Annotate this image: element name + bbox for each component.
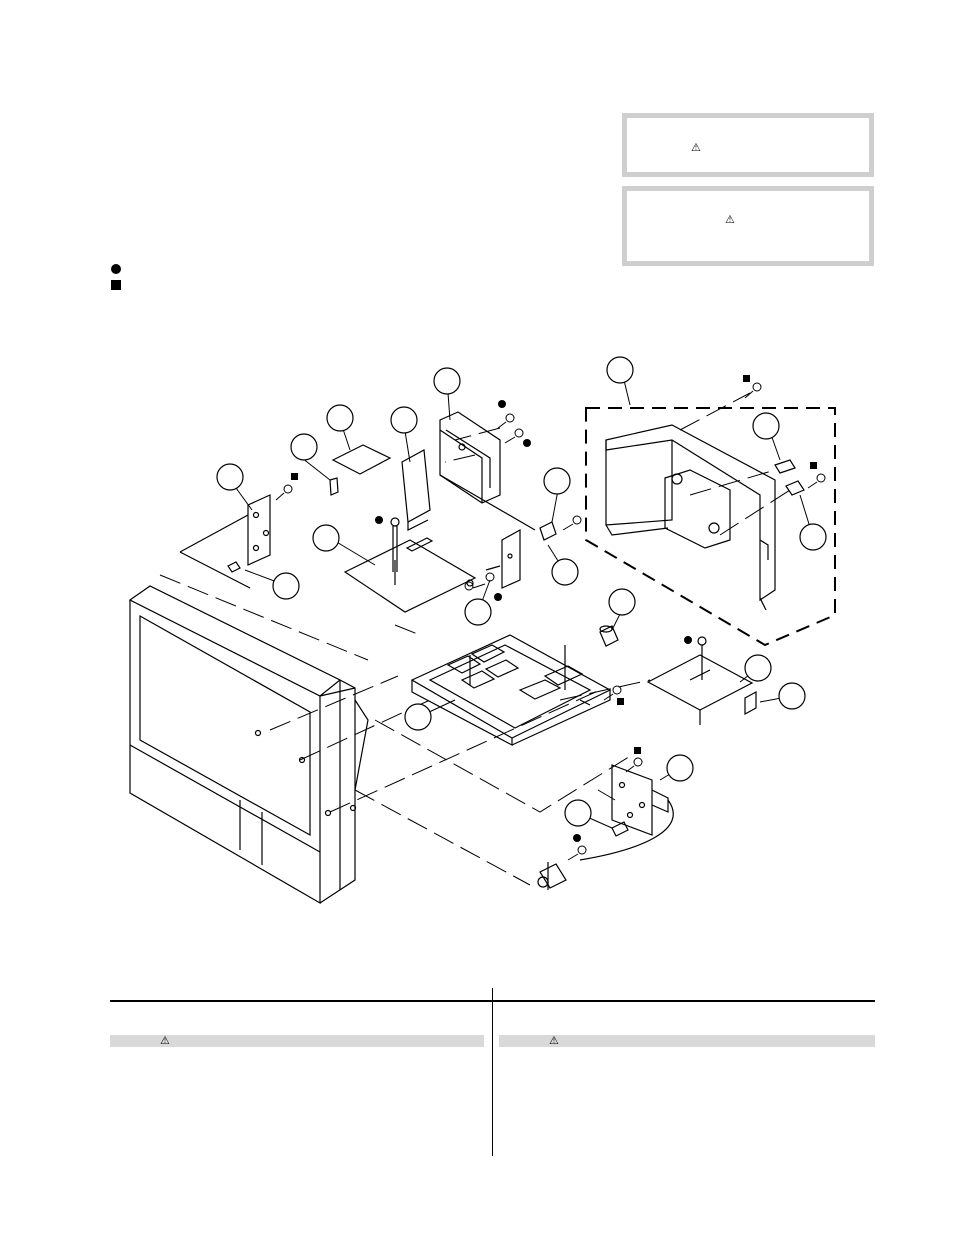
filled-circle-icon bbox=[494, 593, 502, 601]
callout-circle bbox=[667, 755, 693, 781]
callout-circle bbox=[745, 655, 771, 681]
connector-bracket bbox=[486, 522, 556, 588]
label-sheet bbox=[333, 445, 390, 474]
filled-circle-icon bbox=[498, 400, 506, 408]
alignment-lines bbox=[160, 393, 790, 885]
bottom-right-board bbox=[580, 765, 673, 860]
table-column-divider bbox=[492, 988, 493, 1156]
callout-circle bbox=[607, 357, 633, 383]
callout-circle bbox=[800, 524, 826, 550]
screw-set bbox=[276, 383, 825, 860]
main-pcb bbox=[345, 518, 475, 612]
filled-square-icon bbox=[291, 473, 298, 480]
callout-circle bbox=[609, 589, 635, 615]
filled-square-icon bbox=[617, 698, 624, 705]
warning-triangle-icon: ⚠ bbox=[160, 1035, 170, 1047]
filled-square-icon bbox=[743, 375, 750, 382]
right-plate bbox=[648, 637, 756, 725]
callout-circle bbox=[552, 559, 578, 585]
filled-circle-icon bbox=[375, 516, 383, 524]
callout-circle bbox=[327, 405, 353, 431]
bottom-connector bbox=[538, 862, 566, 890]
callout-circle bbox=[217, 464, 243, 490]
cylinder-part bbox=[600, 626, 618, 646]
callout-circle bbox=[544, 468, 570, 494]
callout-circle bbox=[779, 683, 805, 709]
callout-circle bbox=[291, 434, 317, 460]
warning-triangle-icon: ⚠ bbox=[549, 1035, 559, 1047]
callout-circle bbox=[313, 525, 339, 551]
table-section-band-right bbox=[499, 1035, 875, 1047]
chassis-tray bbox=[412, 635, 610, 745]
warning-triangle-icon: ⚠ bbox=[725, 214, 735, 226]
tv-cabinet bbox=[130, 586, 368, 903]
callout-circle bbox=[465, 599, 491, 625]
callout-circle bbox=[565, 800, 591, 826]
filled-square-icon bbox=[810, 462, 817, 469]
table-section-band-left bbox=[110, 1035, 484, 1047]
filled-square-icon bbox=[634, 747, 641, 754]
callout-circle bbox=[273, 573, 299, 599]
callout-circle bbox=[434, 368, 460, 394]
filled-circle-marks bbox=[375, 400, 692, 842]
callout-circle bbox=[405, 704, 431, 730]
callout-circle bbox=[391, 407, 417, 433]
filled-circle-icon bbox=[573, 834, 581, 842]
filled-circle-icon bbox=[684, 636, 692, 644]
filled-circle-icon bbox=[523, 439, 531, 447]
callout-circle bbox=[753, 413, 779, 439]
vertical-board bbox=[402, 450, 430, 530]
sub-assembly-panel bbox=[606, 425, 804, 610]
warning-triangle-icon: ⚠ bbox=[691, 142, 701, 154]
